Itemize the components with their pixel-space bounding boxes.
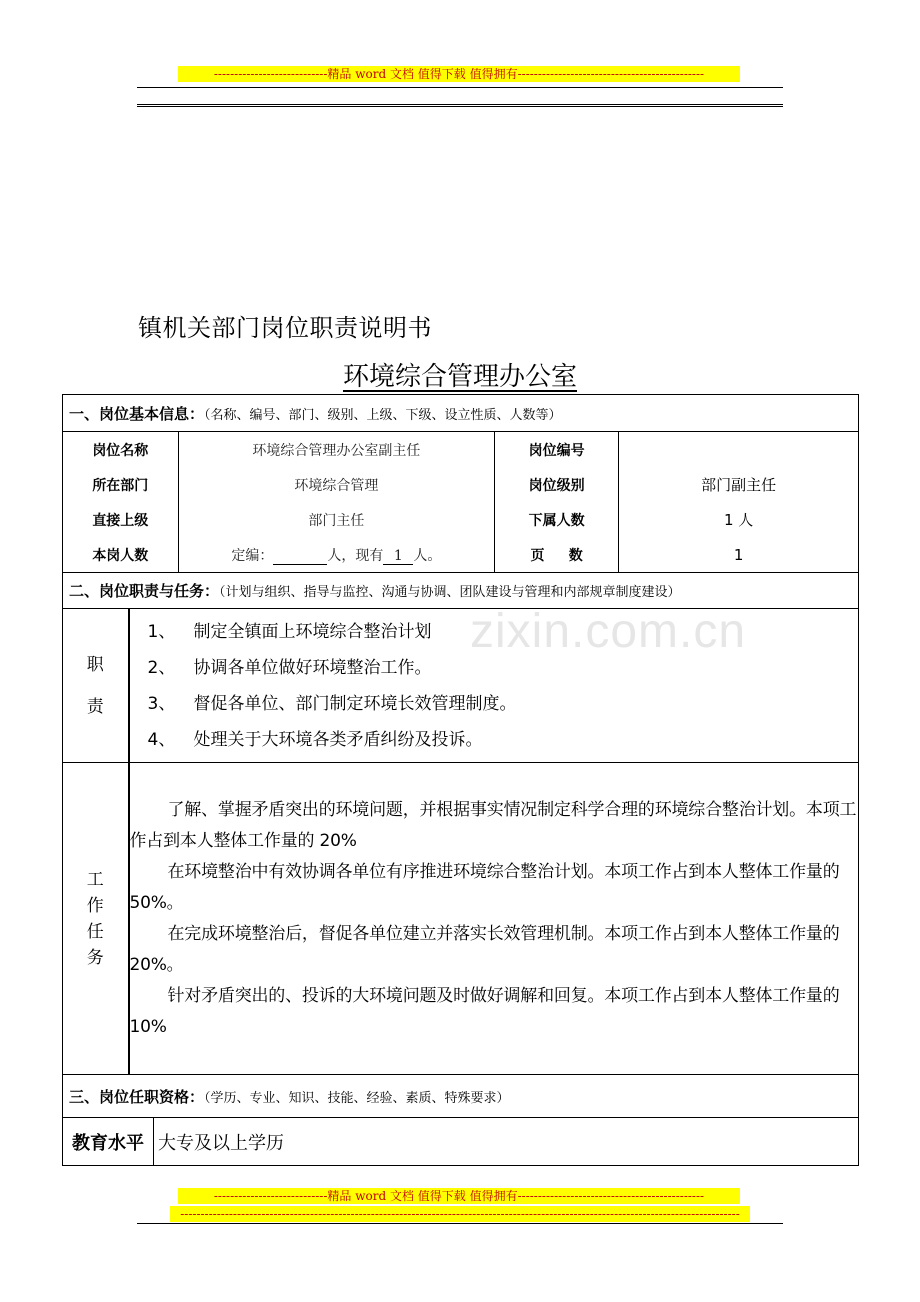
- value-subordinates: 1 人: [723, 511, 754, 529]
- label-position-code: 岗位编号: [495, 432, 619, 467]
- duties-label: 职 责: [63, 609, 129, 763]
- value-position-code: [619, 432, 858, 467]
- task-paragraph: 在完成环境整治后，督促各单位建立并落实长效管理机制。本项工作占到本人整体工作量的 20%。: [129, 923, 840, 975]
- tasks-list: [129, 763, 859, 1075]
- info-row: [63, 432, 858, 467]
- section1-heading: 一、岗位基本信息：（名称、编号、部门、级别、上级、下级、设立性质、人数等）: [63, 395, 859, 432]
- header-banner: ----------------------------精品 word 文档 值得下载 值得拥有----------------------------------------------: [178, 66, 740, 82]
- label-superior: 直接上级: [63, 502, 178, 537]
- duty-item: 4、 处理关于大环境各类矛盾纠纷及投诉。: [147, 729, 483, 750]
- document-title: 镇机关部门岗位职责说明书: [138, 314, 432, 342]
- task-paragraph: 了解、掌握矛盾突出的环境问题，并根据事实情况制定科学合理的环境综合整治计划。本项工作占到本人整体工作量的 20%: [129, 799, 857, 851]
- basic-info: [63, 432, 859, 573]
- label-department: 所在部门: [63, 467, 178, 502]
- tasks-label: 工 作 任 务: [63, 763, 129, 1075]
- value-superior: 部门主任: [178, 502, 494, 537]
- value-pages: 1: [733, 545, 744, 564]
- label-headcount: 本岗人数: [63, 537, 178, 572]
- info-row: [63, 537, 858, 572]
- task-paragraph: 针对矛盾突出的、投诉的大环境问题及时做好调解和回复。本项工作占到本人整体工作量的 10%: [129, 985, 840, 1037]
- header-rule-double: [137, 104, 783, 105]
- label-position-name: 岗位名称: [63, 432, 178, 467]
- education-value: 大专及以上学历: [154, 1118, 859, 1166]
- label-level: 岗位级别: [495, 467, 619, 502]
- duty-item: 3、 督促各单位、部门制定环境长效管理制度。: [147, 693, 517, 714]
- job-description-table: [62, 394, 859, 1166]
- section2-heading: 二、岗位职责与任务：（计划与组织、指导与监控、沟通与协调、团队建设与管理和内部规章制度建设）: [63, 573, 859, 609]
- section3-heading: 三、岗位任职资格：（学历、专业、知识、技能、经验、素质、特殊要求）: [63, 1075, 859, 1118]
- value-position-name: 环境综合管理办公室副主任: [178, 432, 494, 467]
- education-label: 教育水平: [63, 1118, 154, 1166]
- footer-rule: [137, 1223, 783, 1224]
- basic-info-table: [63, 432, 858, 572]
- header-rule-double-2: [137, 106, 783, 107]
- info-row: [63, 467, 858, 502]
- footer-banner: ----------------------------精品 word 文档 值得下载 值得拥有----------------------------------------------: [178, 1188, 740, 1204]
- label-subordinates: 下属人数: [495, 502, 619, 537]
- document-subtitle: 环境综合管理办公室: [342, 362, 577, 392]
- value-level: 部门副主任: [701, 476, 777, 494]
- footer-banner-dashes: ------------------------------------------------------------------------------------------------------------------------------------------: [170, 1206, 750, 1222]
- header-rule: [137, 87, 783, 88]
- task-paragraph: 在环境整治中有效协调各单位有序推进环境综合整治计划。本项工作占到本人整体工作量的 50%。: [129, 861, 840, 913]
- duty-item: 2、 协调各单位做好环境整治工作。: [147, 657, 432, 678]
- info-row: [63, 502, 858, 537]
- label-pages: 页 数: [495, 537, 619, 572]
- duty-item: 1、 制定全镇面上环境综合整治计划: [147, 621, 432, 642]
- watermark: zixin.com.cn: [470, 605, 747, 658]
- value-headcount: 定编： 人，现有 1 人。: [178, 537, 494, 572]
- value-department: 环境综合管理: [178, 467, 494, 502]
